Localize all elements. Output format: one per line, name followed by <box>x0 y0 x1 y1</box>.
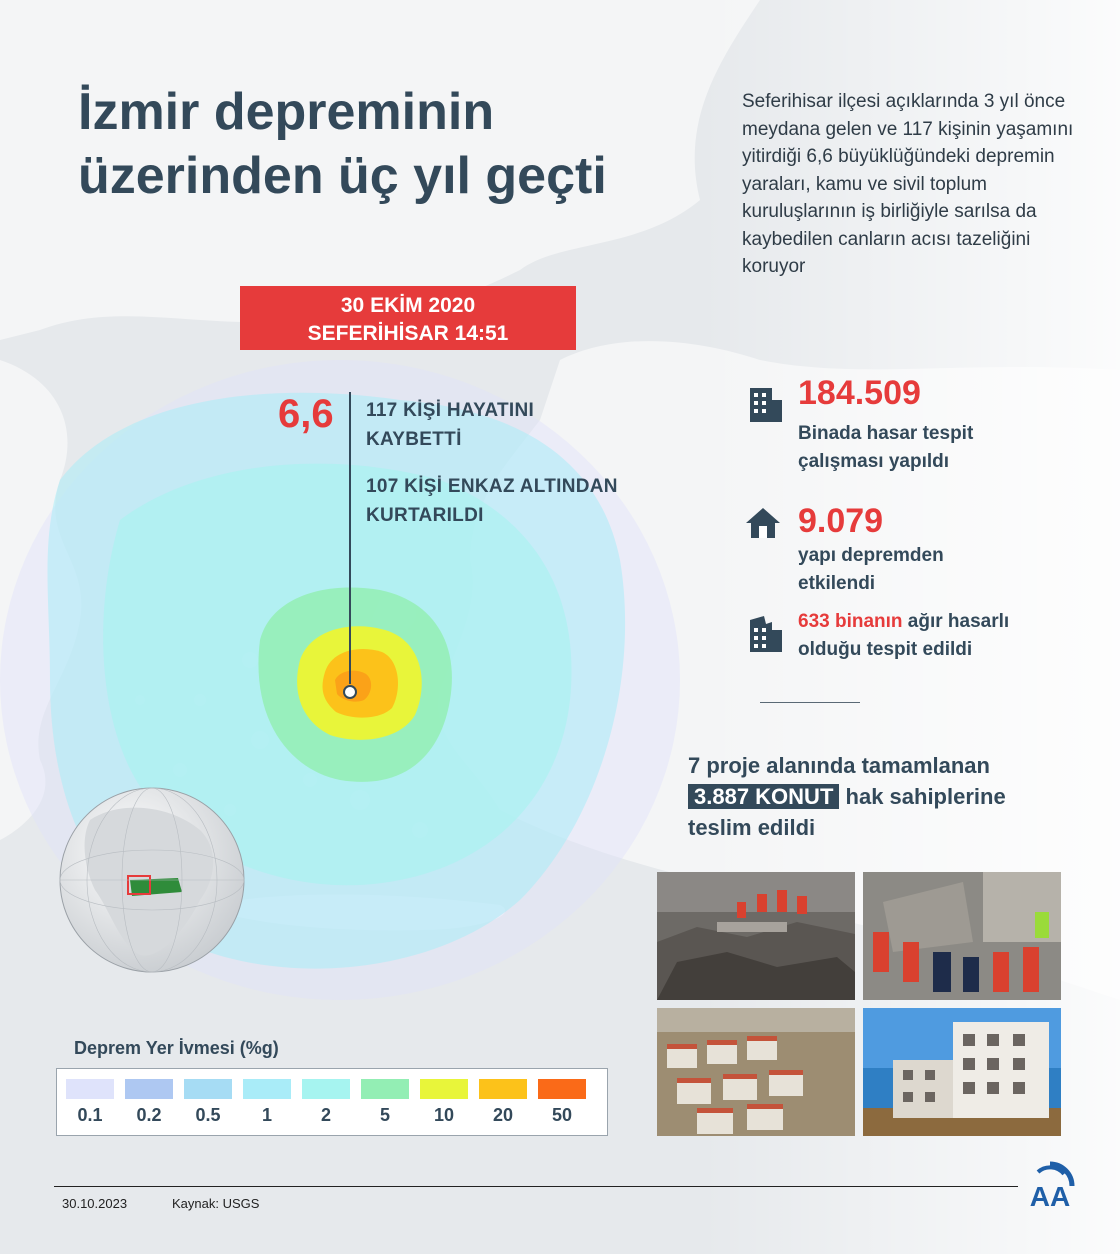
legend-item <box>66 1079 114 1126</box>
project-line2 <box>688 781 1006 812</box>
globe-inset <box>60 788 244 972</box>
casualty-rescued-line2: KURTARILDI <box>366 505 484 526</box>
legend-item <box>184 1079 232 1126</box>
stat-affected-line2: etkilendi <box>798 573 876 594</box>
casualty-rescued <box>366 472 618 530</box>
legend-item <box>538 1079 586 1126</box>
legend-label: 0.1 <box>77 1105 103 1125</box>
project-line2-rest: hak sahiplerine <box>845 784 1006 809</box>
event-place-time: SEFERİHİSAR 14:51 <box>307 322 509 345</box>
project-summary <box>688 750 1006 843</box>
legend-label: 1 <box>261 1105 272 1125</box>
epicenter-pointer-line <box>349 392 351 684</box>
stat-affected-line1: yapı depremden <box>798 545 944 566</box>
stat-inspected-line2: çalışması yapıldı <box>798 451 950 472</box>
project-line3: teslim edildi <box>688 815 816 840</box>
legend-swatch <box>125 1079 173 1099</box>
casualty-dead-line1: 117 KİŞİ HAYATINI <box>366 400 535 421</box>
legend-label: 5 <box>379 1105 390 1125</box>
damaged-building-icon <box>748 612 782 652</box>
stat-inspected-text <box>798 420 973 476</box>
title-line-2: üzerinden üç yıl geçti <box>78 147 607 205</box>
page-title <box>78 80 607 208</box>
svg-text:AA: AA <box>1029 1181 1071 1212</box>
footer-source: Kaynak: USGS <box>172 1196 260 1211</box>
stat-heavy-line2: olduğu tespit edildi <box>798 639 973 660</box>
title-line-1: İzmir depreminin <box>78 83 495 141</box>
building-icon <box>748 380 782 422</box>
stat-heavy-text <box>798 608 1009 664</box>
legend-swatch <box>184 1079 232 1099</box>
house-icon <box>744 506 782 540</box>
konut-badge: 3.887 KONUT <box>688 784 839 809</box>
legend-swatch <box>243 1079 291 1099</box>
legend-swatch <box>302 1079 350 1099</box>
legend-item <box>302 1079 350 1126</box>
casualty-dead <box>366 396 534 454</box>
stat-heavy-number: 633 binanın <box>798 611 903 632</box>
legend-swatch <box>361 1079 409 1099</box>
casualty-dead-line2: KAYBETTİ <box>366 429 462 450</box>
legend-label: 50 <box>551 1105 573 1125</box>
legend-label: 10 <box>433 1105 455 1125</box>
photo-rescue-team <box>863 872 1061 1000</box>
legend-label: 0.5 <box>195 1105 221 1125</box>
stat-inspected-number: 184.509 <box>798 374 921 412</box>
stat-heavy-line1 <box>798 608 1009 636</box>
legend-label: 0.2 <box>136 1105 162 1125</box>
project-line1: 7 proje alanında tamamlanan <box>688 753 990 778</box>
event-date: 30 EKİM 2020 <box>340 294 476 317</box>
legend-swatch <box>479 1079 527 1099</box>
legend-swatch <box>66 1079 114 1099</box>
casualty-rescued-line1: 107 KİŞİ ENKAZ ALTINDAN <box>366 476 618 497</box>
legend-item <box>479 1079 527 1126</box>
intensity-legend <box>56 1068 608 1136</box>
aa-logo-icon <box>1024 1160 1076 1212</box>
event-date-box <box>240 286 576 350</box>
stat-affected-number: 9.079 <box>798 502 884 540</box>
epicenter-marker <box>344 686 356 698</box>
stat-inspected-line1: Binada hasar tespit <box>798 423 974 444</box>
legend-label: 20 <box>492 1105 514 1125</box>
legend-item <box>420 1079 468 1126</box>
legend-item <box>361 1079 409 1126</box>
legend-item <box>243 1079 291 1126</box>
photo-new-apartments <box>863 1008 1061 1136</box>
stat-affected-text <box>798 542 944 598</box>
magnitude-value: 6,6 <box>278 392 334 436</box>
footer-divider <box>54 1186 1018 1187</box>
photo-rubble-rescue <box>657 872 855 1000</box>
legend-title: Deprem Yer İvmesi (%g) <box>74 1038 279 1058</box>
footer-date: 30.10.2023 <box>62 1196 128 1211</box>
legend-swatch <box>420 1079 468 1099</box>
photo-housing-aerial <box>657 1008 855 1136</box>
intro-paragraph: Seferihisar ilçesi açıklarında 3 yıl önce meydana gelen ve 117 kişinin yaşamını yitirdiği 6,6 büyüklüğündeki depremin yaraları, kamu ve sivil toplum kuruluşlarının iş birliğiyle sarılsa da kaybedilen canların acısı tazeliğini koruyor <box>742 91 1074 277</box>
stats-divider <box>760 702 860 703</box>
legend-item <box>125 1079 173 1126</box>
legend-swatch <box>538 1079 586 1099</box>
legend-label: 2 <box>320 1105 331 1125</box>
stat-heavy-line1-rest: ağır hasarlı <box>902 611 1010 632</box>
